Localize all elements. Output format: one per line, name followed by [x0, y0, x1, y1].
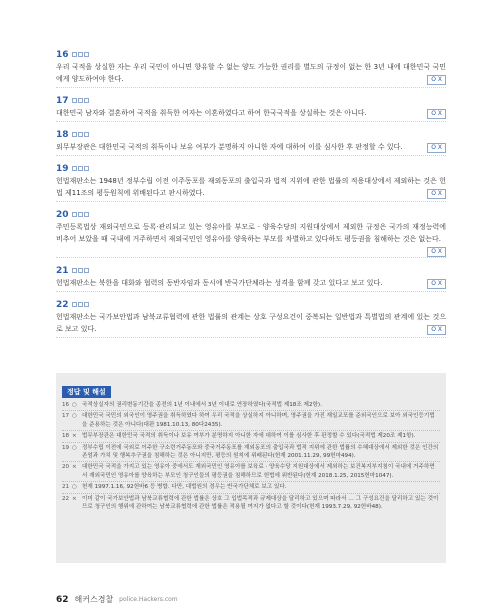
check-box[interactable] — [72, 98, 77, 103]
check-box[interactable] — [78, 302, 83, 307]
question-header — [56, 298, 446, 311]
divider — [56, 257, 446, 258]
question-item — [56, 264, 446, 292]
question-text-body: 우리 국적을 상실한 자는 우리 국민이 아니면 향유할 수 없는 양도 가능한 권리를 별도의 규정이 없는 한 3년 내에 대한민국 국민에게 양도하여야 한다. — [56, 63, 446, 83]
check-box[interactable] — [84, 212, 89, 217]
question-text — [56, 277, 446, 289]
answer-mark: ○ — [72, 402, 77, 408]
answer-row — [62, 412, 440, 429]
question-number: 21 — [56, 265, 69, 276]
divider — [56, 121, 446, 122]
answer-number: 22 — [62, 495, 70, 502]
check-box[interactable] — [84, 98, 89, 103]
answer-text: 법무부장관은 대한민국 국적의 취득이나 보유 여부가 분명하지 아니한 자에 대하여 이를 심사한 후 판정할 수 있다(국적법 제20조 제1항). — [82, 433, 416, 440]
answer-row — [62, 444, 440, 461]
answer-row — [62, 401, 440, 409]
checkbox-group[interactable] — [72, 166, 89, 171]
answer-divider — [62, 430, 440, 431]
check-box[interactable] — [84, 132, 89, 137]
question-item — [56, 128, 446, 156]
question-header — [56, 264, 446, 277]
ox-marker[interactable]: O X — [427, 247, 446, 257]
check-box[interactable] — [78, 52, 83, 57]
ox-marker[interactable]: O X — [427, 143, 446, 153]
divider — [56, 291, 446, 292]
question-text — [56, 311, 446, 335]
question-number: 22 — [56, 299, 69, 310]
check-box[interactable] — [78, 212, 83, 217]
answer-divider — [62, 493, 440, 494]
checkbox-group[interactable] — [72, 212, 89, 217]
check-box[interactable] — [72, 212, 77, 217]
answer-mark: ○ — [72, 484, 77, 491]
question-item — [56, 94, 446, 122]
site-name: 해커스경찰 — [74, 595, 114, 604]
question-text — [56, 61, 446, 85]
question-text-body: 외무부장관은 대한민국 국적의 취득이나 보유 여부가 분명하지 아니한 자에 대하여 이를 심사한 후 판정할 수 있다. — [56, 143, 403, 151]
divider — [56, 87, 446, 88]
answer-explanation-box — [56, 373, 446, 563]
answer-row — [62, 463, 440, 480]
answer-number: 21 — [62, 484, 70, 491]
question-header — [56, 48, 446, 61]
answer-mark: × — [72, 464, 77, 471]
check-box[interactable] — [72, 52, 77, 57]
check-box[interactable] — [72, 302, 77, 307]
question-number: 18 — [56, 129, 69, 140]
check-box[interactable] — [72, 166, 77, 171]
check-box[interactable] — [78, 98, 83, 103]
question-text — [56, 141, 446, 153]
checkbox-group[interactable] — [72, 52, 89, 57]
question-text — [56, 175, 446, 199]
question-text-body: 헌법재판소는 북한을 대화와 협력의 동반자임과 동시에 반국가단체라는 성격을 함께 갖고 있다고 보고 있다. — [56, 279, 383, 287]
question-text-body: 대한민국 남자와 결혼하여 국적을 취득한 여자는 이혼하였다고 하여 한국국적을 상실하는 것은 아니다. — [56, 109, 367, 117]
answer-mark: ○ — [72, 413, 77, 420]
page-number: 62 — [56, 594, 69, 605]
answer-number: 18 — [62, 433, 70, 440]
question-item — [56, 162, 446, 202]
page-footer — [56, 594, 178, 605]
answer-text: 대한민국 국민의 외국인이 영주권을 취득하였다 하여 우리 국적을 상실하지 아니하며, 영주권을 가진 재일교포를 준외국인으로 보아 외국인등기법을 준용하는 것은 아니다(대판 1981.10.13, 80다2435). — [82, 413, 435, 428]
checkbox-group[interactable] — [72, 268, 89, 273]
answer-text: 국적상실자의 권리변동기간을 종전의 1년 이내에서 3년 이내로 연장하였다(국적법 제18조 제2항). — [82, 402, 322, 408]
answer-text: 정부수립 이전에 국외로 이주한 구소련거주동포와 중국거주동포를 재외동포의 출입국과 법적 지위에 관한 법률의 수혜대상에서 제외한 것은 인간의 존엄과 가치 및 행복추구권을 침해하는 것은 아니지만, 평등의 원칙에 위배된다(헌재 2001.11.29, 99헌마494). — [82, 444, 439, 460]
question-item — [56, 208, 446, 258]
check-box[interactable] — [84, 52, 89, 57]
question-header — [56, 128, 446, 141]
question-header — [56, 94, 446, 107]
check-box[interactable] — [84, 166, 89, 171]
answer-mark: ○ — [72, 444, 77, 451]
answer-number: 19 — [62, 444, 70, 451]
answer-number: 17 — [62, 413, 70, 420]
question-text — [56, 221, 446, 255]
divider — [56, 337, 446, 338]
site-url: police.Hackers.com — [119, 596, 178, 603]
answer-row — [62, 432, 440, 440]
check-box[interactable] — [78, 166, 83, 171]
question-number: 16 — [56, 49, 69, 60]
question-header — [56, 162, 446, 175]
check-box[interactable] — [84, 302, 89, 307]
question-text-body: 주민등록법상 재외국민으로 등록·관리되고 있는 영유아를 부모로 · 양육수당의 지원대상에서 제외한 규정은 국가의 재정능력에 비추어 보았을 때 국내에 거주하면서 재외국민인 영유아를 양육하는 부모를 차별하고 있다하도 평등권을 침해하는 것은 없는다. — [56, 223, 446, 243]
question-number: 17 — [56, 95, 69, 106]
question-text — [56, 107, 446, 119]
checkbox-group[interactable] — [72, 132, 89, 137]
answer-text: 이미 같이 국가보안법과 남북교류협력에 관한 법률은 상호 그 입법목적과 규제대상을 달리하고 있으며 따라서 … 그 구성요건을 달리하고 있는 것이므로 청구인의 행위에 관하여는 남북교류협력에 관한 법률은 적용될 여지가 없다고 할 것이다(헌재 1993.7.29, 92헌바48). — [82, 495, 439, 511]
divider — [56, 155, 446, 156]
answer-text: 대한민국 국적을 가지고 있는 영유아 중에서도 재외국민인 영유아를 보육료 · 양육수당 지원대상에서 제외하는 보건복지부지침이 국내에 거주하면서 재외국민인 영유아를 양육하는 부모인 청구인들의 평등권을 침해하므로 헌법에 위반된다(헌재 2018.1.25, 2015헌마1047). — [82, 464, 435, 479]
question-text-body: 헌법재판소는 국가보안법과 남북교류협력에 관한 법률의 관계는 상호 구성요건이 중복되는 일반법과 특별법의 관계에 있는 것으로 보고 있다. — [56, 313, 446, 333]
question-number: 19 — [56, 163, 69, 174]
answer-divider — [62, 461, 440, 462]
answer-tag: 정답 및 해설 — [62, 386, 111, 398]
answer-divider — [62, 481, 440, 482]
answer-number: 16 — [62, 402, 70, 408]
question-text-body: 헌법재판소는 1948년 정부수립 이전 이주동포를 재외동포의 출입국과 법적 지위에 관한 법률의 적용대상에서 제외하는 것은 헌법 제11조의 평등원칙에 위배된다고 판시하였다. — [56, 177, 446, 197]
checkbox-group[interactable] — [72, 98, 89, 103]
ox-marker[interactable]: O X — [427, 75, 446, 85]
answer-mark: × — [72, 495, 77, 502]
check-box[interactable] — [78, 268, 83, 273]
answer-divider — [62, 410, 440, 411]
question-header — [56, 208, 446, 221]
ox-marker[interactable]: O X — [427, 279, 446, 289]
answer-text: 헌재 1997.1.16, 92헌바6 등 병합. 다만, 대법원의 경우는 반국가단체로 보고 있다. — [82, 484, 287, 491]
answer-mark: × — [72, 433, 77, 440]
answer-row — [62, 495, 440, 512]
answer-divider — [62, 442, 440, 443]
ox-marker[interactable]: O X — [427, 109, 446, 119]
checkbox-group[interactable] — [72, 302, 89, 307]
answer-rows — [62, 401, 440, 511]
divider — [56, 201, 446, 202]
question-item — [56, 48, 446, 88]
question-list — [56, 48, 446, 344]
check-box[interactable] — [84, 268, 89, 273]
question-item — [56, 298, 446, 338]
ox-marker[interactable]: O X — [427, 325, 446, 335]
ox-marker[interactable]: O X — [427, 189, 446, 199]
question-number: 20 — [56, 209, 69, 220]
answer-number: 20 — [62, 464, 70, 471]
answer-row — [62, 483, 440, 491]
check-box[interactable] — [72, 268, 77, 273]
check-box[interactable] — [78, 132, 83, 137]
check-box[interactable] — [72, 132, 77, 137]
